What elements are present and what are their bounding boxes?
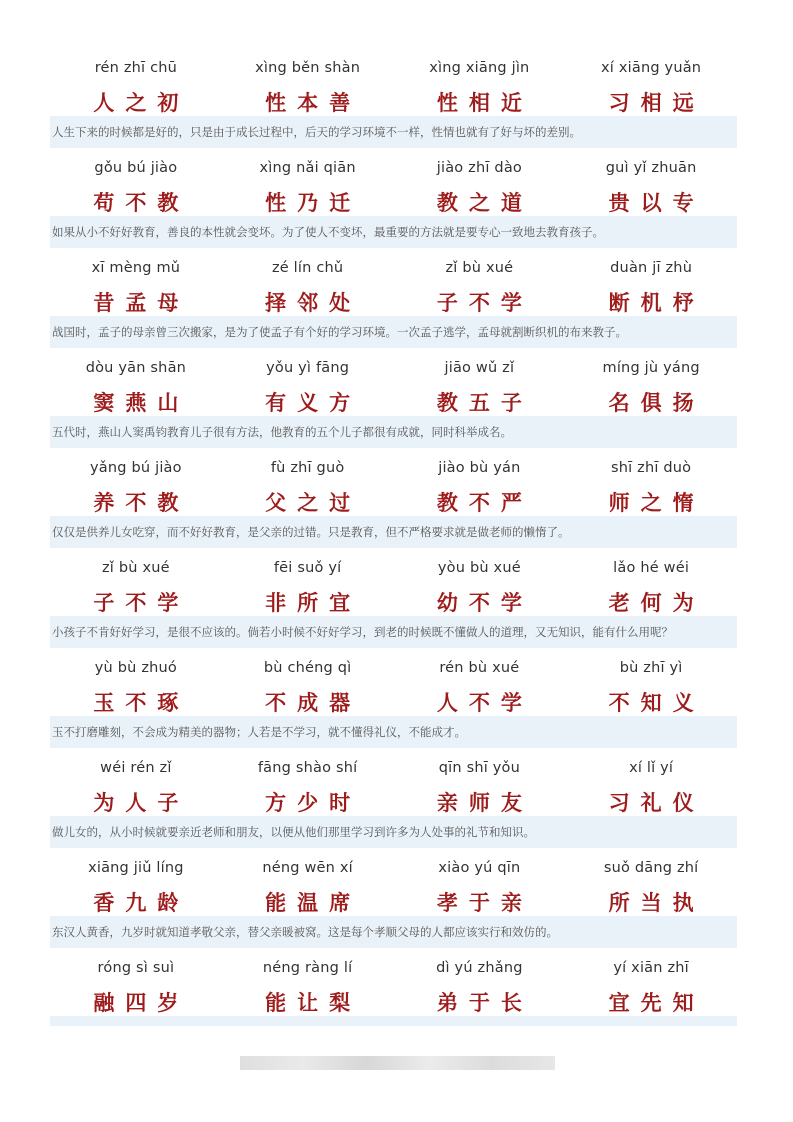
- verse: [394, 752, 566, 816]
- pinyin-line: yǎng bú jiào: [90, 460, 182, 476]
- pinyin-line: xí lǐ yí: [629, 760, 674, 776]
- hanzi-line: 教之道: [436, 191, 533, 215]
- hanzi-line: 人之初: [93, 91, 190, 115]
- pinyin-line: fù zhī guò: [270, 460, 345, 476]
- hanzi-line: 不成器: [265, 691, 362, 715]
- pinyin-line: róng sì suì: [97, 960, 175, 976]
- verse: [50, 852, 222, 916]
- verse: [565, 452, 737, 516]
- pinyin-line: néng wēn xí: [262, 860, 353, 876]
- verse: [394, 552, 566, 616]
- pinyin-line: zǐ bù xué: [102, 560, 170, 576]
- pinyin-line: xìng xiāng jìn: [429, 60, 530, 76]
- verse-row: [50, 852, 737, 952]
- verse: [222, 752, 394, 816]
- meaning-strip: 东汉人黄香，九岁时就知道孝敬父亲，替父亲暖被窝。这是每个孝顺父母的人都应该实行和效仿的。: [50, 916, 737, 948]
- hanzi-line: 方少时: [265, 791, 362, 815]
- meaning-strip: 人生下来的时候都是好的，只是由于成长过程中，后天的学习环境不一样，性情也就有了好与坏的差别。: [50, 116, 737, 148]
- hanzi-line: 为人子: [93, 791, 190, 815]
- pinyin-line: míng jù yáng: [602, 360, 700, 376]
- hanzi-line: 融四岁: [93, 991, 190, 1015]
- pinyin-line: zé lín chǔ: [271, 260, 344, 276]
- hanzi-line: 苟不教: [93, 191, 190, 215]
- pinyin-line: guì yǐ zhuān: [605, 160, 697, 176]
- pinyin-line: zǐ bù xué: [445, 260, 514, 276]
- verse: [565, 652, 737, 716]
- pinyin-line: rén bù xué: [439, 660, 520, 676]
- hanzi-line: 养不教: [93, 491, 190, 515]
- verse: [222, 252, 394, 316]
- hanzi-line: 人不学: [436, 691, 533, 715]
- pinyin-line: jiào zhī dào: [436, 160, 522, 176]
- verse: [50, 352, 222, 416]
- hanzi-line: 亲师友: [436, 791, 533, 815]
- hanzi-line: 性本善: [265, 91, 362, 115]
- hanzi-line: 子不学: [436, 291, 533, 315]
- hanzi-line: 所当执: [608, 891, 705, 915]
- hanzi-line: 香九龄: [93, 891, 190, 915]
- footer-watermark-bar: [240, 1056, 555, 1070]
- pinyin-line: duàn jī zhù: [610, 260, 693, 276]
- hanzi-line: 非所宜: [265, 591, 362, 615]
- meaning-strip: [50, 1016, 737, 1026]
- verse-row: [50, 652, 737, 752]
- verse-row: [50, 252, 737, 352]
- pinyin-line: wéi rén zǐ: [100, 760, 172, 776]
- verse: [565, 52, 737, 116]
- verse: [394, 252, 566, 316]
- verse-row: [50, 552, 737, 652]
- verse-row: [50, 952, 737, 1052]
- pinyin-line: jiāo wǔ zǐ: [444, 360, 515, 376]
- verse: [565, 852, 737, 916]
- hanzi-line: 有义方: [265, 391, 362, 415]
- verse: [565, 952, 737, 1016]
- verse: [565, 152, 737, 216]
- verse: [50, 752, 222, 816]
- hanzi-line: 不知义: [608, 691, 705, 715]
- pinyin-line: xìng nǎi qiān: [259, 160, 356, 176]
- verse: [222, 852, 394, 916]
- pinyin-line: dì yú zhǎng: [436, 960, 523, 976]
- verse: [394, 52, 566, 116]
- pinyin-line: yòu bù xué: [437, 560, 521, 576]
- hanzi-line: 性乃迁: [265, 191, 362, 215]
- verse: [222, 552, 394, 616]
- pinyin-line: xī mèng mǔ: [91, 260, 181, 276]
- pinyin-line: qīn shī yǒu: [438, 760, 520, 776]
- pinyin-line: gǒu bú jiào: [94, 160, 178, 176]
- hanzi-line: 能温席: [265, 891, 362, 915]
- pinyin-line: suǒ dāng zhí: [603, 860, 699, 876]
- hanzi-line: 教五子: [436, 391, 533, 415]
- meaning-strip: 仅仅是供养儿女吃穿，而不好好教育，是父亲的过错。只是教育，但不严格要求就是做老师的懒惰了。: [50, 516, 737, 548]
- verse-row: [50, 352, 737, 452]
- verse-row: [50, 752, 737, 852]
- verse-sheet: [50, 52, 737, 1052]
- hanzi-line: 窦燕山: [93, 391, 190, 415]
- hanzi-line: 名俱扬: [608, 391, 705, 415]
- pinyin-line: xiāng jiǔ líng: [88, 860, 184, 876]
- verse: [222, 952, 394, 1016]
- pinyin-line: rén zhī chū: [94, 60, 178, 76]
- verse: [565, 352, 737, 416]
- hanzi-line: 择邻处: [265, 291, 362, 315]
- hanzi-line: 幼不学: [436, 591, 533, 615]
- pinyin-line: jiào bù yán: [438, 460, 521, 476]
- verse: [394, 852, 566, 916]
- verse: [222, 352, 394, 416]
- pinyin-line: lǎo hé wéi: [613, 560, 690, 576]
- verse: [222, 452, 394, 516]
- hanzi-line: 父之过: [265, 491, 362, 515]
- verse: [50, 952, 222, 1016]
- verse: [50, 452, 222, 516]
- hanzi-line: 断机杼: [608, 291, 705, 315]
- meaning-strip: 五代时，燕山人窦禹钧教育儿子很有方法，他教育的五个儿子都很有成就，同时科举成名。: [50, 416, 737, 448]
- pinyin-line: xìng běn shàn: [255, 60, 361, 76]
- verse: [222, 152, 394, 216]
- hanzi-line: 贵以专: [608, 191, 705, 215]
- verse: [50, 52, 222, 116]
- pinyin-line: néng ràng lí: [262, 960, 353, 976]
- verse: [50, 552, 222, 616]
- hanzi-line: 弟于长: [436, 991, 533, 1015]
- pinyin-line: fēi suǒ yí: [273, 560, 342, 576]
- hanzi-line: 子不学: [93, 591, 190, 615]
- pinyin-line: bù chéng qì: [263, 660, 352, 676]
- verse: [394, 952, 566, 1016]
- verse: [565, 752, 737, 816]
- verse: [222, 652, 394, 716]
- meaning-strip: 玉不打磨雕刻，不会成为精美的器物；人若是不学习，就不懂得礼仪，不能成才。: [50, 716, 737, 748]
- verse: [50, 152, 222, 216]
- verse: [222, 52, 394, 116]
- hanzi-line: 昔孟母: [93, 291, 190, 315]
- verse-row: [50, 452, 737, 552]
- hanzi-line: 性相近: [436, 91, 533, 115]
- meaning-strip: 如果从小不好好教育，善良的本性就会变坏。为了使人不变坏，最重要的方法就是要专心一致地去教育孩子。: [50, 216, 737, 248]
- pinyin-line: xiào yú qīn: [438, 860, 521, 876]
- hanzi-line: 习礼仪: [608, 791, 705, 815]
- hanzi-line: 能让梨: [265, 991, 362, 1015]
- hanzi-line: 教不严: [436, 491, 533, 515]
- pinyin-line: xí xiāng yuǎn: [601, 60, 702, 76]
- pinyin-line: bù zhī yì: [619, 660, 683, 676]
- meaning-strip: 小孩子不肯好好学习，是很不应该的。倘若小时候不好好学习，到老的时候既不懂做人的道理，又无知识，能有什么用呢？: [50, 616, 737, 648]
- verse: [565, 252, 737, 316]
- verse-row: [50, 52, 737, 152]
- pinyin-line: yí xiān zhī: [613, 960, 689, 976]
- pinyin-line: shī zhī duò: [610, 460, 692, 476]
- hanzi-line: 习相远: [608, 91, 705, 115]
- meaning-strip: 战国时，孟子的母亲曾三次搬家，是为了使孟子有个好的学习环境。一次孟子逃学，孟母就割断织机的布来教子。: [50, 316, 737, 348]
- verse: [394, 452, 566, 516]
- hanzi-line: 老何为: [608, 591, 705, 615]
- verse-row: [50, 152, 737, 252]
- hanzi-line: 孝于亲: [436, 891, 533, 915]
- hanzi-line: 宜先知: [608, 991, 705, 1015]
- hanzi-line: 师之惰: [608, 491, 705, 515]
- pinyin-line: dòu yān shān: [85, 360, 187, 376]
- verse: [50, 252, 222, 316]
- pinyin-line: fāng shào shí: [257, 760, 358, 776]
- meaning-strip: 做儿女的，从小时候就要亲近老师和朋友，以便从他们那里学习到许多为人处事的礼节和知识。: [50, 816, 737, 848]
- verse: [394, 652, 566, 716]
- verse: [394, 352, 566, 416]
- pinyin-line: yǒu yì fāng: [266, 360, 350, 376]
- verse: [394, 152, 566, 216]
- hanzi-line: 玉不琢: [93, 691, 190, 715]
- verse: [565, 552, 737, 616]
- pinyin-line: yù bù zhuó: [94, 660, 177, 676]
- verse: [50, 652, 222, 716]
